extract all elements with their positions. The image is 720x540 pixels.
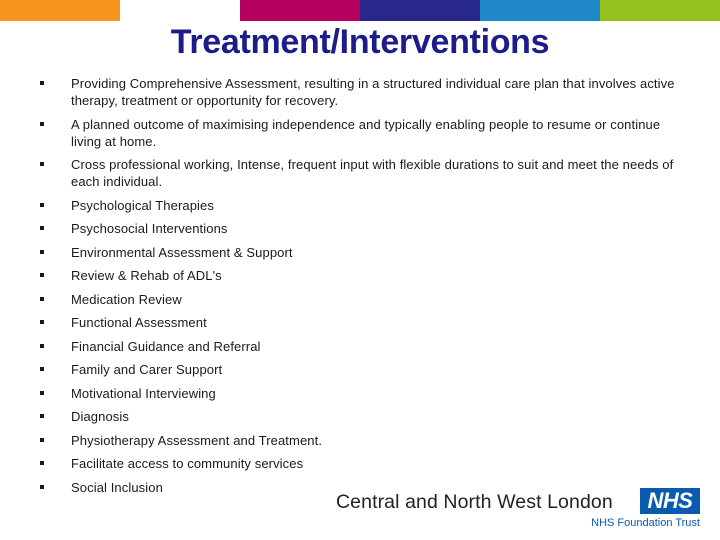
bullet-marker-icon: [40, 461, 44, 465]
trust-logo: [336, 488, 706, 532]
bullet-text: Medication Review: [71, 291, 182, 307]
color-bar-segment: [360, 0, 480, 21]
bullet-text: Physiotherapy Assessment and Treatment.: [71, 432, 323, 448]
bullet-item: [40, 156, 680, 190]
bullet-item: [40, 455, 680, 472]
bullet-list: [40, 75, 680, 502]
bullet-item: [40, 244, 680, 261]
bullet-marker-icon: [40, 344, 44, 348]
bullet-text: Motivational Interviewing: [71, 385, 216, 401]
bullet-text: Functional Assessment: [71, 315, 207, 330]
color-bar-segment: [240, 0, 360, 21]
top-color-bar: [0, 0, 720, 21]
bullet-marker-icon: [40, 162, 44, 166]
bullet-text: Psychosocial Interventions: [71, 221, 228, 236]
bullet-item: [40, 267, 680, 284]
color-bar-segment: [480, 0, 600, 21]
bullet-item: [40, 291, 680, 308]
bullet-marker-icon: [40, 367, 44, 371]
bullet-item: [40, 361, 680, 378]
bullet-marker-icon: [40, 122, 44, 126]
slide-title: Treatment/Interventions: [170, 23, 550, 61]
bullet-text: Diagnosis: [71, 409, 129, 424]
bullet-text: Psychological Therapies: [71, 197, 214, 213]
bullet-text: Facilitate access to community services: [71, 456, 304, 471]
bullet-item: [40, 385, 680, 402]
color-bar-segment: [600, 0, 720, 21]
bullet-item: [40, 314, 680, 331]
trust-name: Central and North West London: [336, 491, 613, 513]
bullet-item: [40, 197, 680, 214]
bullet-text: Family and Carer Support: [71, 362, 223, 377]
bullet-marker-icon: [40, 81, 44, 85]
bullet-marker-icon: [40, 250, 44, 254]
bullet-text: Financial Guidance and Referral: [71, 338, 261, 354]
bullet-text: Cross professional working, Intense, frequent input with flexible durations to suit and meet the needs of each individual.: [71, 157, 674, 189]
bullet-marker-icon: [40, 391, 44, 395]
bullet-marker-icon: [40, 438, 44, 442]
bullet-marker-icon: [40, 203, 44, 207]
bullet-marker-icon: [40, 414, 44, 418]
bullet-item: [40, 116, 680, 150]
bullet-marker-icon: [40, 273, 44, 277]
bullet-text: A planned outcome of maximising independence and typically enabling people to resume or continue living at home.: [71, 116, 661, 149]
color-bar-segment: [120, 0, 240, 21]
bullet-item: [40, 408, 680, 425]
bullet-marker-icon: [40, 297, 44, 301]
bullet-item: [40, 75, 680, 109]
bullet-marker-icon: [40, 485, 44, 489]
trust-subtitle: NHS Foundation Trust: [591, 517, 700, 529]
bullet-text: Environmental Assessment & Support: [71, 244, 293, 260]
bullet-item: [40, 338, 680, 355]
bullet-text: Providing Comprehensive Assessment, resulting in a structured individual care plan that involves active therapy, treatment or opportunity for recovery.: [71, 76, 675, 108]
color-bar-segment: [0, 0, 120, 21]
bullet-item: [40, 432, 680, 449]
bullet-text: Social Inclusion: [71, 479, 163, 495]
bullet-item: [40, 220, 680, 237]
bullet-marker-icon: [40, 226, 44, 230]
nhs-logo-icon: NHS: [640, 488, 700, 514]
bullet-marker-icon: [40, 320, 44, 324]
bullet-text: Review & Rehab of ADL's: [71, 268, 222, 283]
